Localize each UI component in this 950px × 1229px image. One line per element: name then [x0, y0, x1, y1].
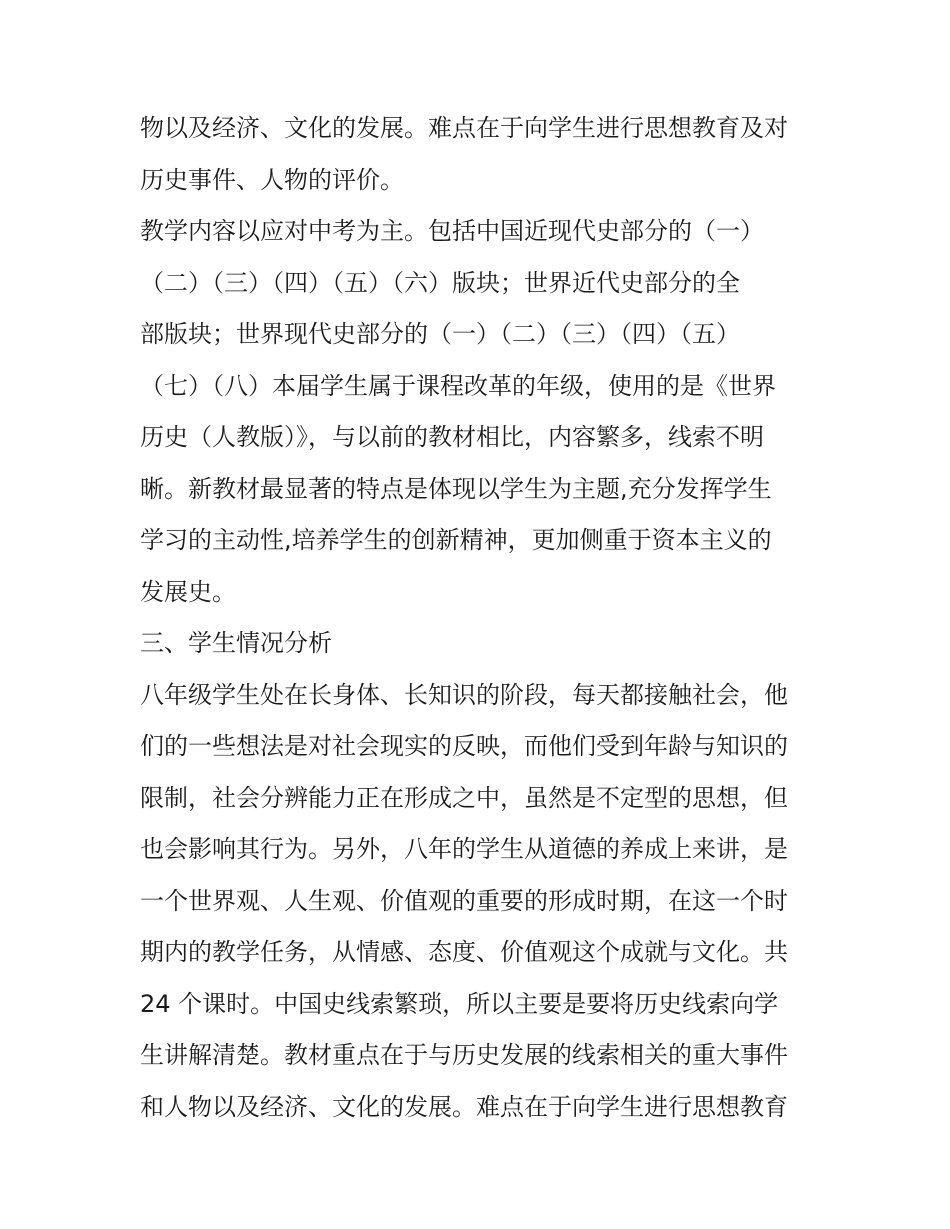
document-body — [140, 103, 820, 1133]
text-line: 限制，社会分辨能力正在形成之中，虽然是不定型的思想，但 — [140, 783, 788, 812]
text-line: 一个世界观、人生观、价值观的重要的形成时期，在这一个时 — [140, 886, 788, 915]
text-line: 八年级学生处在长身体、长知识的阶段，每天都接触社会，他 — [140, 680, 788, 709]
text-line: 历史事件、人物的评价。 — [140, 165, 404, 194]
text-line: 教学内容以应对中考为主。包括中国近现代史部分的（一） — [140, 217, 764, 245]
text-line: 和人物以及经济、文化的发展。难点在于向学生进行思想教育 — [140, 1092, 788, 1121]
text-line: 也会影响其行为。另外，八年的学生从道德的养成上来讲，是 — [140, 835, 788, 863]
text-line: 发展史。 — [140, 577, 236, 606]
text-line: （二）（三）（四）（五）（六）版块；世界近代史部分的全 — [140, 268, 740, 297]
text-line: （七）（八）本届学生属于课程改革的年级，使用的是《世界 — [140, 371, 776, 400]
text-line: 晰。新教材最显著的特点是体现以学生为主题,充分发挥学生 — [140, 474, 772, 503]
text-line: 期内的教学任务，从情感、态度、价值观这个成就与文化。共 — [140, 938, 788, 966]
text-line: 历史（人教版）》，与以前的教材相比，内容繁多，线索不明 — [140, 423, 764, 451]
text-line: 学习的主动性,培养学生的创新精神，更加侧重于资本主义的 — [140, 526, 772, 554]
text-line: 部版块；世界现代史部分的（一）（二）（三）（四）（五） — [140, 320, 740, 348]
text-line: 24 个课时。中国史线索繁琐，所以主要是要将历史线索向学 — [140, 989, 779, 1018]
text-line: 生讲解清楚。教材重点在于与历史发展的线索相关的重大事件 — [140, 1041, 788, 1069]
text-line: 物以及经济、文化的发展。难点在于向学生进行思想教育及对 — [140, 114, 788, 142]
section-heading: 三、学生情况分析 — [140, 629, 332, 657]
text-line: 们的一些想法是对社会现实的反映，而他们受到年龄与知识的 — [140, 732, 788, 760]
